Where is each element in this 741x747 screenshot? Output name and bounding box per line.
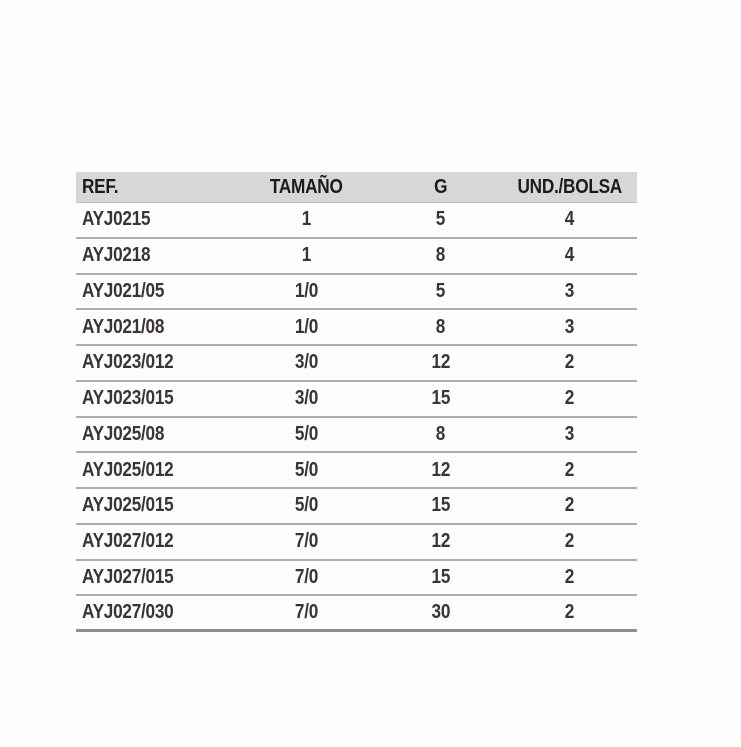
cell-tamano (233, 601, 379, 624)
cell-text-tamano: 1 (301, 208, 311, 231)
cell-ref (76, 566, 233, 589)
cell-text-und: 2 (564, 565, 575, 588)
cell-tamano (233, 208, 379, 231)
cell-und (502, 601, 637, 624)
table-row (76, 346, 637, 382)
cell-g (379, 530, 502, 553)
cell-g (379, 316, 502, 339)
cell-text-tamano: 5/0 (294, 458, 318, 481)
cell-und (502, 244, 637, 267)
cell-ref (76, 494, 233, 517)
header-label-tamano: TAMAÑO (269, 175, 343, 198)
cell-ref (76, 601, 233, 624)
cell-text-g: 12 (431, 530, 450, 553)
cell-text-ref: AYJ0218 (82, 244, 151, 267)
table-header-row (76, 172, 637, 203)
cell-text-tamano: 1 (301, 244, 311, 267)
cell-tamano (233, 244, 379, 267)
header-label-und-bolsa: UND./BOLSA (517, 175, 622, 198)
cell-text-und: 2 (564, 458, 575, 481)
cell-ref (76, 208, 233, 231)
cell-und (502, 316, 637, 339)
cell-text-und: 2 (564, 387, 575, 410)
cell-text-g: 5 (435, 208, 446, 231)
cell-text-tamano: 3/0 (294, 351, 318, 374)
cell-text-tamano: 5/0 (294, 494, 318, 517)
header-cell-g (379, 176, 502, 199)
cell-text-g: 12 (431, 351, 450, 374)
cell-und (502, 566, 637, 589)
table-row (76, 561, 637, 597)
header-cell-und-bolsa (502, 176, 637, 199)
cell-text-tamano: 1/0 (294, 315, 318, 338)
table-row (76, 453, 637, 489)
cell-ref (76, 316, 233, 339)
cell-ref (76, 351, 233, 374)
cell-text-tamano: 1/0 (294, 279, 318, 302)
cell-g (379, 208, 502, 231)
cell-ref (76, 459, 233, 482)
cell-text-g: 5 (435, 279, 446, 302)
header-label-ref: REF. (82, 175, 119, 198)
cell-text-tamano: 7/0 (294, 601, 318, 624)
cell-tamano (233, 316, 379, 339)
cell-tamano (233, 494, 379, 517)
cell-text-und: 2 (564, 530, 575, 553)
table-row (76, 275, 637, 311)
cell-text-ref: AYJ025/012 (82, 458, 174, 481)
cell-tamano (233, 280, 379, 303)
table-row (76, 203, 637, 239)
cell-ref (76, 244, 233, 267)
cell-text-ref: AYJ027/012 (82, 530, 174, 553)
product-spec-table (76, 172, 637, 632)
cell-g (379, 280, 502, 303)
cell-text-ref: AYJ027/030 (82, 601, 174, 624)
table-row (76, 310, 637, 346)
table-row (76, 418, 637, 454)
header-cell-tamano (233, 176, 379, 199)
cell-und (502, 459, 637, 482)
cell-text-ref: AYJ025/08 (82, 422, 165, 445)
table-body (76, 203, 637, 632)
cell-und (502, 494, 637, 517)
cell-text-ref: AYJ021/08 (82, 315, 165, 338)
header-label-g: G (434, 175, 448, 198)
cell-g (379, 566, 502, 589)
cell-text-g: 15 (431, 494, 450, 517)
cell-text-ref: AYJ025/015 (82, 494, 174, 517)
cell-text-ref: AYJ027/015 (82, 565, 174, 588)
cell-und (502, 423, 637, 446)
cell-text-und: 2 (564, 601, 575, 624)
table-row (76, 382, 637, 418)
cell-text-ref: AYJ023/012 (82, 351, 174, 374)
cell-text-g: 8 (435, 315, 446, 338)
header-cell-ref (76, 176, 233, 199)
table-row (76, 489, 637, 525)
cell-und (502, 351, 637, 374)
cell-text-und: 4 (564, 244, 575, 267)
cell-und (502, 280, 637, 303)
cell-g (379, 423, 502, 446)
cell-text-g: 15 (431, 387, 450, 410)
cell-text-tamano: 5/0 (294, 422, 318, 445)
cell-text-g: 12 (431, 458, 450, 481)
cell-tamano (233, 351, 379, 374)
cell-text-und: 3 (564, 315, 575, 338)
table-row (76, 525, 637, 561)
cell-text-g: 15 (431, 565, 450, 588)
cell-g (379, 494, 502, 517)
cell-g (379, 244, 502, 267)
cell-ref (76, 387, 233, 410)
cell-g (379, 601, 502, 624)
cell-tamano (233, 459, 379, 482)
cell-tamano (233, 566, 379, 589)
cell-und (502, 387, 637, 410)
cell-text-ref: AYJ0215 (82, 208, 151, 231)
cell-ref (76, 280, 233, 303)
table-row (76, 239, 637, 275)
cell-tamano (233, 387, 379, 410)
cell-g (379, 387, 502, 410)
cell-text-ref: AYJ023/015 (82, 387, 174, 410)
cell-ref (76, 530, 233, 553)
cell-text-ref: AYJ021/05 (82, 279, 165, 302)
cell-text-und: 3 (564, 422, 575, 445)
cell-text-g: 8 (435, 422, 446, 445)
table-row (76, 596, 637, 632)
cell-text-und: 2 (564, 494, 575, 517)
cell-ref (76, 423, 233, 446)
cell-text-tamano: 7/0 (294, 530, 318, 553)
cell-und (502, 530, 637, 553)
cell-text-g: 8 (435, 244, 446, 267)
cell-tamano (233, 423, 379, 446)
cell-text-und: 4 (564, 208, 575, 231)
cell-g (379, 351, 502, 374)
cell-g (379, 459, 502, 482)
cell-text-und: 2 (564, 351, 575, 374)
cell-tamano (233, 530, 379, 553)
cell-text-tamano: 3/0 (294, 387, 318, 410)
cell-text-tamano: 7/0 (294, 565, 318, 588)
cell-und (502, 208, 637, 231)
cell-text-und: 3 (564, 279, 575, 302)
cell-text-g: 30 (431, 601, 450, 624)
